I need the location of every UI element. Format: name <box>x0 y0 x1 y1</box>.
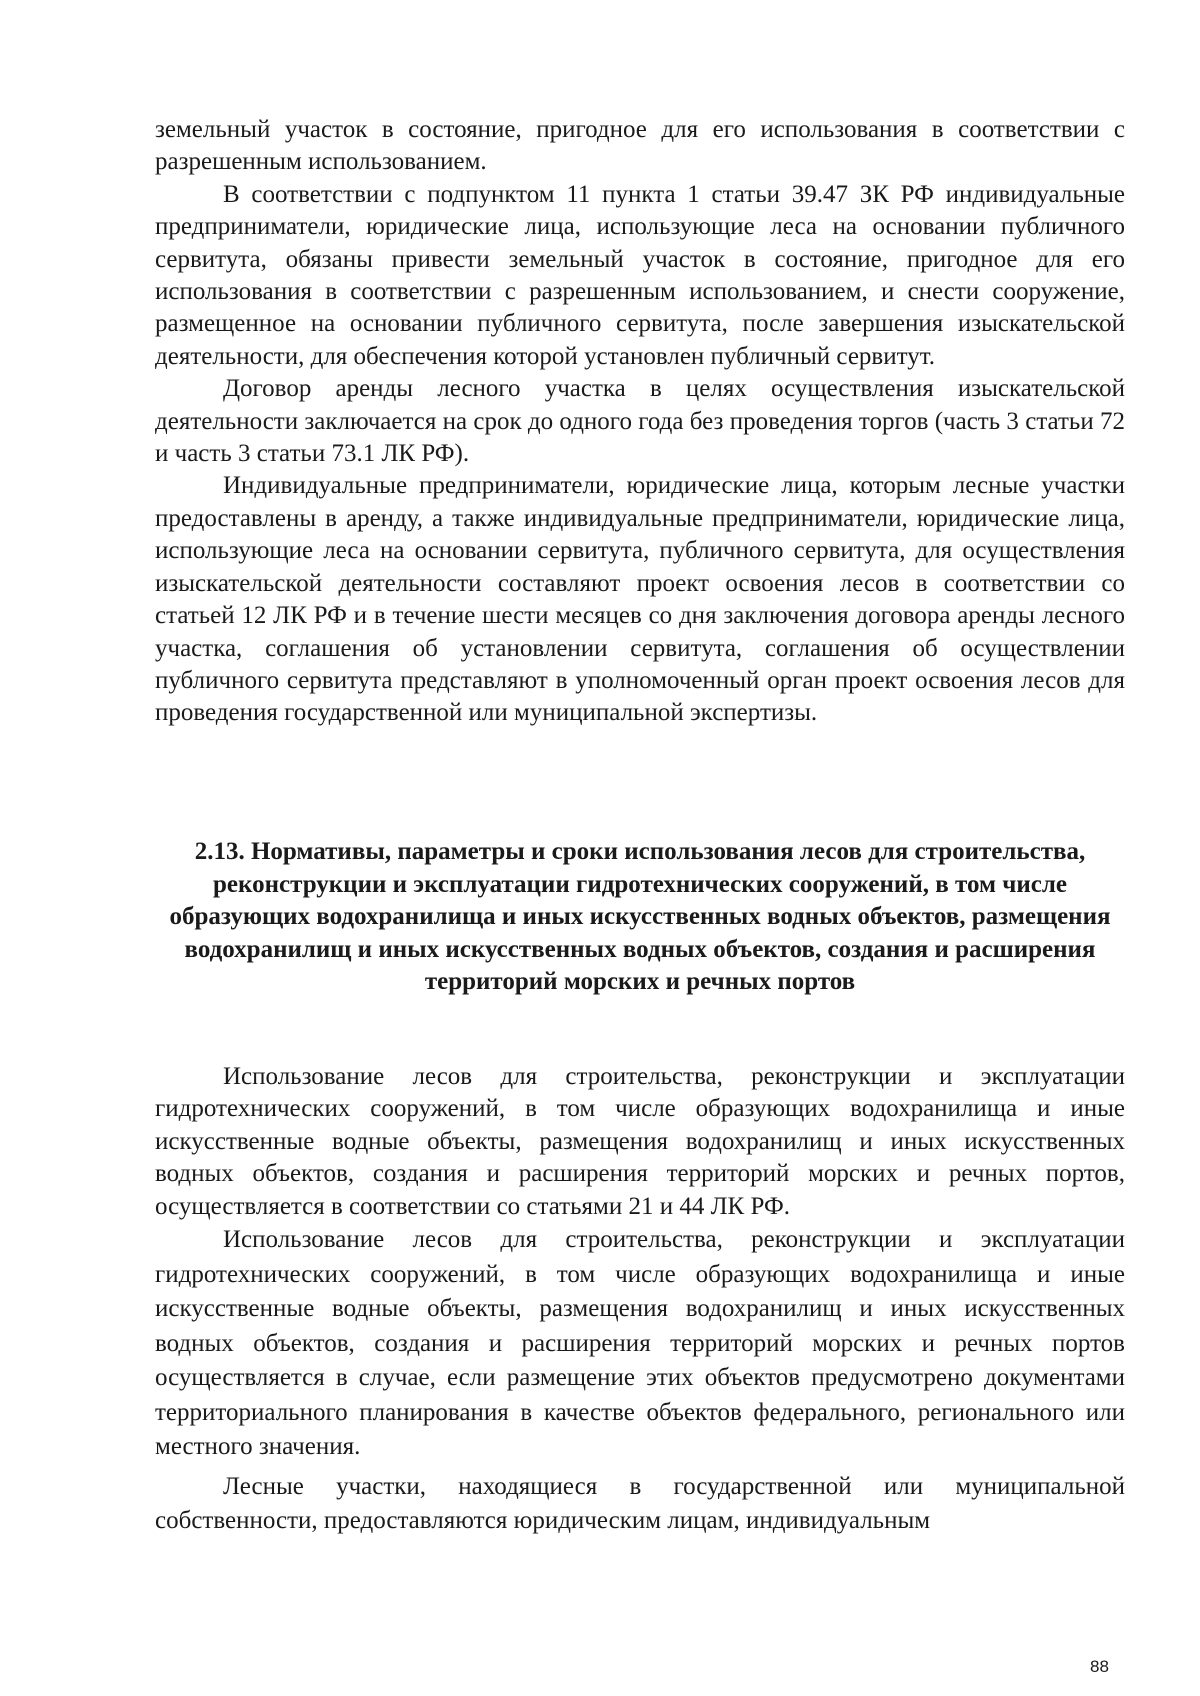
section-heading: 2.13. Нормативы, параметры и сроки использования лесов для строительства, реконструкции и эксплуатации гидротехнических сооружений, в том числе образующих водохранилища и иных искусственных водных объектов, размещения водохранилищ и иных искусственных водных объектов, создания и расширения территорий морских и речных портов <box>169 838 1111 995</box>
paragraph: Лесные участки, находящиеся в государственной или муниципальной собственности, предоставляются юридическим лицам, индивидуальным <box>155 1472 1125 1535</box>
body-text-top <box>155 114 1125 730</box>
paragraph: Договор аренды лесного участка в целях осуществления изыскательской деятельности заключается на срок до одного года без проведения торгов (часть 3 статьи 72 и часть 3 статьи 73.1 ЛК РФ). <box>155 375 1125 468</box>
paragraph: Использование лесов для строительства, реконструкции и эксплуатации гидротехнических сооружений, в том числе образующих водохранилища и иные искусственные водные объекты, размещения водохранилищ и иных искусственных водных объектов, создания и расширения территорий морских и речных портов осуществляется в случае, если размещение этих объектов предусмотрено документами территориального планирования в качестве объектов федерального, регионального или местного значения. <box>155 1226 1125 1461</box>
paragraph: В соответствии с подпунктом 11 пункта 1 статьи 39.47 ЗК РФ индивидуальные предприниматели, юридические лица, использующие леса на основании публичного сервитута, обязаны привести земельный участок в состояние, пригодное для его использования в соответствии с разрешенным использованием, и снести сооружение, размещенное на основании публичного сервитута, после завершения изыскательской деятельности, для обеспечения которой установлен публичный сервитут. <box>155 180 1125 370</box>
paragraph: Индивидуальные предприниматели, юридические лица, которым лесные участки предоставлены в аренду, а также индивидуальные предприниматели, юридические лица, использующие леса на основании сервитута, публичного сервитута, для осуществления изыскательской деятельности составляют проект освоения лесов в соответствии со статьей 12 ЛК РФ и в течение шести месяцев со дня заключения договора аренды лесного участка, соглашения об установлении сервитута, соглашения об осуществлении публичного сервитута представляют в уполномоченный орган проект освоения лесов для проведения государственной или муниципальной экспертизы. <box>155 472 1125 727</box>
body-text-bottom <box>155 1061 1125 1539</box>
paragraph: Использование лесов для строительства, реконструкции и эксплуатации гидротехнических сооружений, в том числе образующих водохранилища и иные искусственные водные объекты, размещения водохранилищ и иных искусственных водных объектов, создания и расширения территорий морских и речных портов, осуществляется в соответствии со статьями 21 и 44 ЛК РФ. <box>155 1063 1125 1220</box>
continued-paragraph: земельный участок в состояние, пригодное для его использования в соответствии с разрешенным использованием. <box>155 116 1125 176</box>
page-number: 88 <box>1090 1657 1109 1676</box>
